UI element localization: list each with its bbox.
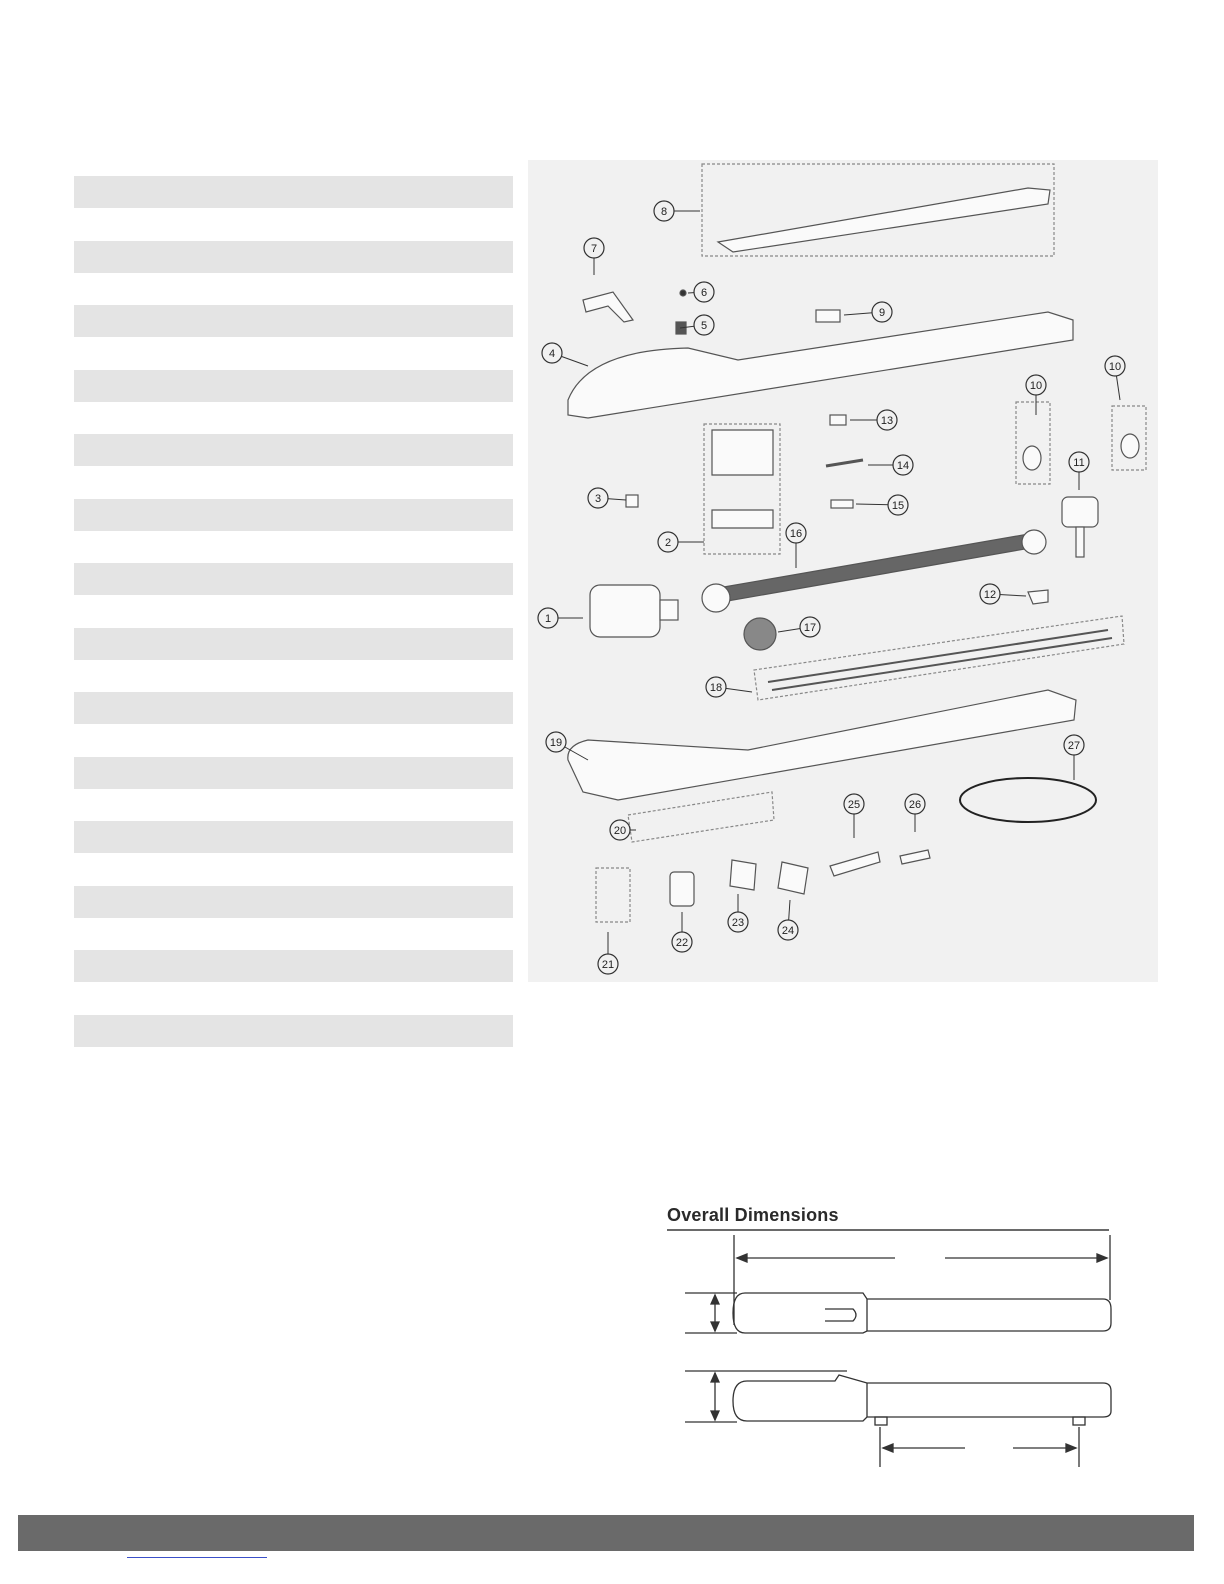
callout-number: 1 (544, 613, 552, 625)
callout-number: 20 (613, 825, 627, 837)
callout-22 (672, 912, 692, 952)
callout-9 (844, 302, 892, 322)
spec-row (74, 950, 513, 982)
spec-row (74, 434, 513, 466)
spec-row (74, 563, 513, 595)
spec-row (74, 628, 513, 660)
callout-number: 14 (896, 460, 910, 472)
callout-number: 27 (1067, 740, 1081, 752)
footer-bar (18, 1515, 1194, 1551)
bottom-housing-part (568, 690, 1076, 800)
callout-number: 8 (660, 206, 668, 218)
callout-number: 9 (878, 307, 886, 319)
release-knob-part (1062, 497, 1098, 527)
callout-number: 13 (880, 415, 894, 427)
callout-25 (844, 794, 864, 838)
callout-26 (905, 794, 925, 832)
callout-number: 18 (709, 682, 723, 694)
bracket-part (583, 292, 633, 322)
callout-number: 19 (549, 737, 563, 749)
plate-part (778, 862, 808, 894)
dimensions-title: Overall Dimensions (667, 1205, 839, 1225)
callout-8 (654, 201, 700, 221)
callout-number: 16 (789, 528, 803, 540)
callout-14 (868, 455, 913, 475)
callout-12 (980, 584, 1026, 604)
callout-number: 5 (700, 320, 708, 332)
spec-row (74, 821, 513, 853)
lock-part (816, 310, 840, 322)
callout-18 (706, 677, 752, 697)
callout-number: 10 (1108, 361, 1122, 373)
callout-number: 22 (675, 937, 689, 949)
nut-part (680, 290, 686, 296)
callout-1 (538, 608, 583, 628)
dimensions-drawing (667, 1205, 1112, 1475)
callout-number: 17 (803, 622, 817, 634)
spec-row (74, 757, 513, 789)
callout-3 (588, 488, 626, 508)
top-cover-part (718, 188, 1050, 252)
callout-16 (786, 523, 806, 568)
callout-number: 10 (1029, 380, 1043, 392)
cable-gland-part (670, 872, 694, 906)
spec-row (74, 499, 513, 531)
callout-10 (1026, 375, 1046, 415)
spec-row (74, 176, 513, 208)
side-view-outline (733, 1375, 1111, 1421)
callout-10 (1105, 356, 1125, 400)
parts-drawing (528, 160, 1158, 982)
callout-7 (584, 238, 604, 275)
callout-24 (778, 900, 798, 940)
callout-6 (688, 282, 714, 302)
top-view-outline (733, 1293, 1111, 1333)
callout-number: 4 (548, 348, 556, 360)
callout-number: 2 (664, 537, 672, 549)
spec-row (74, 886, 513, 918)
callout-4 (542, 343, 588, 366)
callout-27 (1064, 735, 1084, 780)
callout-number: 26 (908, 799, 922, 811)
callout-21 (598, 932, 618, 974)
cable-part (960, 778, 1096, 822)
callout-13 (850, 410, 897, 430)
footer-link-underline[interactable] (127, 1557, 267, 1558)
plate-part (730, 860, 756, 890)
callout-number: 11 (1073, 457, 1085, 469)
overall-dimensions (667, 1205, 1112, 1475)
callout-number: 6 (700, 287, 708, 299)
callout-number: 3 (594, 493, 602, 505)
callout-number: 15 (891, 500, 905, 512)
callout-number: 21 (601, 959, 615, 971)
callout-number: 12 (983, 589, 997, 601)
spec-row (74, 1015, 513, 1047)
callout-17 (778, 617, 820, 637)
spec-table (74, 176, 513, 1079)
main-housing-part (568, 312, 1073, 418)
callout-number: 7 (590, 243, 598, 255)
callout-20 (610, 820, 636, 840)
callout-11 (1069, 452, 1089, 490)
spec-row (74, 241, 513, 273)
gear-part (744, 618, 776, 650)
spec-row (74, 692, 513, 724)
exploded-parts-diagram (528, 160, 1158, 982)
callout-number: 25 (847, 799, 861, 811)
spec-row (74, 305, 513, 337)
callout-2 (658, 532, 704, 552)
spec-row (74, 370, 513, 402)
callout-number: 24 (781, 925, 795, 937)
callout-23 (728, 894, 748, 932)
callout-number: 23 (731, 917, 745, 929)
callout-15 (856, 495, 908, 515)
motor-part (590, 585, 660, 637)
